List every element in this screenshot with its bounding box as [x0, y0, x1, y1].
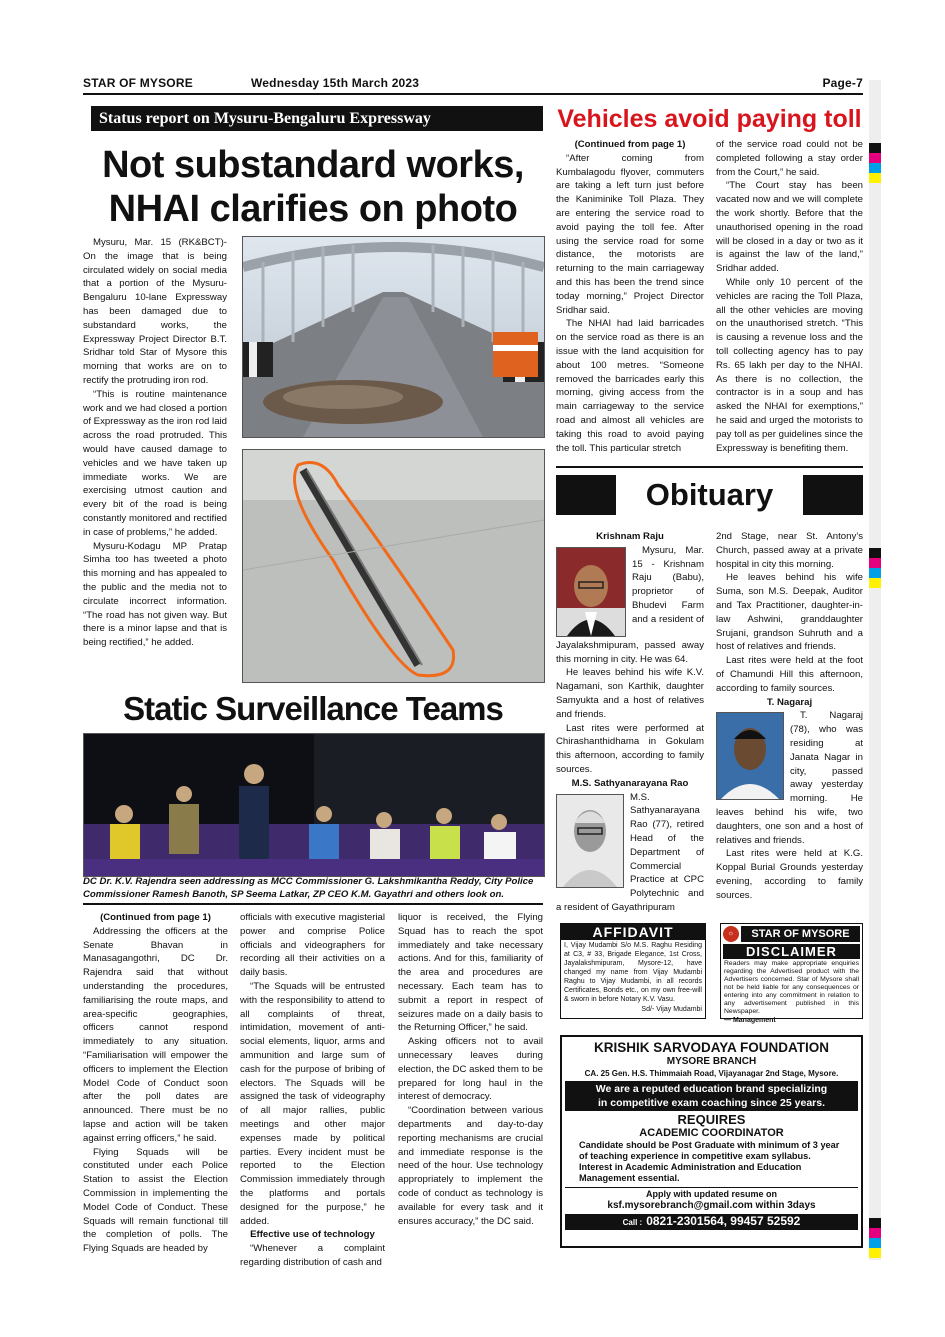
- article-paragraph: While only 10 percent of the vehicles are racing the Toll Plaza, all the other vehicles are moving on the unauthorised stretch. “This is causing a revenue loss and the toll collecting agency has to pay Rs. 65 lakh per day to the NHAI. As there is no collection, the contractor is in a soup and has asked the NHAI for exemptions,” he said and urged the motorists to pay toll as per guidelines since the Expressway is benefiting them.: [716, 276, 863, 454]
- obit-photo-nagaraj: [716, 712, 784, 800]
- toll-article-col2: [716, 138, 863, 455]
- headline-line: Not substandard works,: [102, 144, 524, 186]
- disclaimer-ad: [720, 923, 863, 1024]
- photo-caption: DC Dr. K.V. Rajendra seen addressing as MCC Commissioner G. Lakshmikantha Reddy, City Police Commissioner Ramesh Banoth, SP Seema Latkar, ZP CEO K.M. Gayathri and others look on.: [83, 876, 534, 900]
- affidavit-ad: [560, 923, 706, 1019]
- paper-name: STAR OF MYSORE: [83, 76, 193, 90]
- obit-photo-krishnam-raju: [556, 547, 626, 637]
- ksf-phone-bar: [565, 1214, 858, 1230]
- headline-line: NHAI clarifies on photo: [108, 188, 518, 230]
- obit-paragraph: 2nd Stage, near St. Antony’s Church, passed away at a private hospital in city this morning.: [716, 531, 863, 570]
- ksf-description: Candidate should be Post Graduate with minimum of 3 year of teaching experience in competitive exam syllabus. Interest in Academic Administration and Education Management essential.: [579, 1140, 840, 1183]
- article-paragraph: Asking officers not to avail unnecessary leaves during election, the DC asked them to be prepared for long haul in the interest of democracy.: [398, 1036, 543, 1103]
- disclaimer-logo: STAR OF MYSORE: [741, 926, 860, 942]
- affidavit-text: I, Vijay Mudambi S/o M.S. Raghu Residing at C3, # 33, Brigade Elegance, 1st Cross, Jayalakshmipuram, Mysore-12, have changed my name from Vijay Mudambi Raghu to Vijay Mudambi, in all records Certificates, Bonds etc., on my own free-will & sworn in before Notary K.V. Vasu.: [564, 942, 702, 1003]
- article-paragraph: Flying Squads will be constituted under each Police Station to assist the Election Commission in implementing the Model Code of Conduct. These Squads will remain functional till the completion of polls. The Flying Squads are headed by: [83, 1146, 228, 1255]
- disclaimer-title: DISCLAIMER: [723, 944, 860, 959]
- obit-paragraph: Last rites were held at the foot of Chamundi Hill this afternoon, according to family sources.: [716, 655, 863, 694]
- ksf-branch: MYSORE BRANCH: [666, 1056, 757, 1067]
- surveillance-meeting-photo: [83, 733, 545, 877]
- obituary-bar-left: [556, 475, 616, 515]
- obituary-col2: [716, 530, 863, 903]
- obit-paragraph: Last rites were held at K.G. Koppal Burial Grounds yesterday evening, according to family sources.: [716, 848, 863, 901]
- article-paragraph: “This is routine maintenance work and we had closed a portion of Expressway as the iron rod laid across the road protruded. This would have caused damage to vehicles and we have taken up immediate works. We are exercising utmost caution and every bit of the road is being constantly monitored and rectified in case of problems,” he added.: [83, 388, 227, 538]
- color-registration-mark: [869, 143, 881, 183]
- disclaimer-text: Readers may make appropriate enquiries regarding the Advertised product with the Advertisers concerned. Star of Mysore shall not be held liable for any consequences or entering into any commitment in relation to any advertisement published in this Newspaper.: [724, 960, 859, 1015]
- ksf-apply: Apply with updated resume on: [565, 1187, 858, 1200]
- ksf-requires: REQUIRES: [677, 1112, 746, 1127]
- obit-paragraph: Last rites were performed at Chirashanthidhama in Gokulam this afternoon, according to family sources.: [556, 722, 704, 775]
- page-number: Page-7: [822, 76, 863, 90]
- masthead-rule: [83, 93, 863, 95]
- protruding-rod-photo: [242, 449, 545, 683]
- article-paragraph: “The Court stay has been vacated now and we will complete the work shortly. Before that the unauthorised opening in the road will be closed in a day or two as it is against the law of the land,” Sridhar added.: [716, 180, 863, 275]
- affidavit-signature: Sd/- Vijay Mudambi: [641, 1006, 702, 1013]
- ksf-tagline-line: in competitive exam coaching since 25 years.: [597, 1097, 826, 1109]
- color-registration-mark: [869, 548, 881, 588]
- surveillance-col1: [83, 911, 228, 1256]
- surveillance-col3: [398, 911, 543, 1228]
- article-paragraph: Addressing the officers at the Senate Bhavan in Manasagangothri, DC Dr. Rajendra said that without understanding the procedures, familiarising the route maps, and area-specific geographies, officers cannot respond immediately to any situation. “Familiarisation will empower the officers to implement the Election Model Code of Conduct soon after the poll dates are announced. There must be no lapse and action will be taken against erring officers,” he said.: [83, 925, 228, 1144]
- ksf-tagline-line: We are a reputed education brand specializing: [595, 1083, 828, 1095]
- obit-paragraph: Mysuru, Mar. 15 - Krishnam Raju (Babu), proprietor of Bhudevi Farm and a resident of Jayalakshmipuram, passed away this morning in city. He was 64.: [556, 544, 704, 665]
- ksf-address: CA. 25 Gen. H.S. Thimmaiah Road, Vijayanagar 2nd Stage, Mysore.: [584, 1069, 839, 1078]
- article-paragraph: liquor is received, the Flying Squad has to reach the spot immediately and take necessary actions. And for this, familiarity of the area and procedures are necessary. Each team has to submit a report in respect of seizures made on a daily basis to the Returning Officer,” he said.: [398, 912, 543, 1034]
- article-paragraph: “After coming from Kumbalagodu flyover, commuters are taking a left turn just before the Kaniminike Toll Plaza. They are entering the service road to avoid paying the toll fee. After using the service road for some distance, the motorists are returning to the main carriageway and this has been the trend since today morning,” Project Director Sridhar said.: [556, 152, 704, 316]
- ksf-job-ad: [560, 1035, 863, 1248]
- article-paragraph: Mysuru, Mar. 15 (RK&BCT)- On the image that is being circulated widely on social media that a portion of the Mysuru-Bengaluru 10-lane Expressway has been damaged due to substandard works, the Expressway Project Director B.T. Sridhar told Star of Mysore this morning that works are on to rectify the protruding iron rod.: [83, 237, 227, 386]
- sun-logo-icon: ☼: [723, 926, 739, 942]
- article-paragraph: “The Squads will be entrusted with the responsibility to attend to all complaints of threat, intimidation, movement of anti-social elements, liquor, arms and ammunition and large sum of cash for the purpose of bribing of electors. The Squads will be assigned the task of videography of all major rallies, public meetings and other major expenses made by political parties. Every incident must be reported to the Election Commission immediately through the platforms and portals designed for the purpose,” he added.: [240, 980, 385, 1227]
- ksf-email[interactable]: ksf.mysorebranch@gmail.com within 3days: [607, 1200, 816, 1211]
- obit-name: Krishnam Raju: [596, 531, 664, 542]
- disclaimer-logo-row: [721, 924, 862, 942]
- ksf-tagline: [565, 1081, 858, 1111]
- subheading: Effective use of technology: [250, 1229, 375, 1241]
- surveillance-headline: Static Surveillance Teams: [123, 690, 503, 727]
- obituary-col1: [556, 530, 704, 915]
- obituary-bar-right: [803, 475, 863, 515]
- expressway-bridge-photo: [242, 236, 545, 438]
- ksf-role: ACADEMIC COORDINATOR: [639, 1127, 784, 1139]
- article-paragraph: “Whenever a complaint regarding distribution of cash and: [240, 1243, 385, 1268]
- article-paragraph: officials with executive magisterial power and comprise Police officials and videographers for recording all their activities on a daily basis.: [240, 912, 385, 979]
- ksf-phones[interactable]: 0821-2301564, 99457 52592: [646, 1214, 801, 1228]
- article-paragraph: The NHAI had laid barricades on the service road as there is an issue with the land acquisition for about 100 metres. “Someone removed the barricades early this morning, giving access from the main carriageway to the service road and almost all vehicles are taking this road to avoid paying the toll. This particular stretch: [556, 318, 704, 454]
- expressway-article: [83, 236, 227, 650]
- continued-note: (Continued from page 1): [574, 139, 686, 150]
- surveillance-col2: [240, 911, 385, 1270]
- expressway-headline: [83, 143, 543, 231]
- obit-paragraph: He leaves behind his wife Suma, son M.S. Deepak, Auditor and Tax Practitioner, daughter-in-law Ashwini, granddaughter Srujani, grandson Suhruth and a host of relatives and friends.: [716, 572, 863, 653]
- obit-paragraph: T. Nagaraj (78), who was residing at Janata Nagar in city, passed away yesterday morning. He leaves behind his wife, two daughters, one son and a host of relatives and friends.: [716, 710, 863, 846]
- affidavit-title: AFFIDAVIT: [561, 924, 705, 940]
- obit-paragraph: He leaves behind his wife K.V. Nagamani, son Karthik, daughter Samyukta and a host of relatives and friends.: [556, 667, 704, 720]
- obit-name: M.S. Sathyanarayana Rao: [571, 777, 689, 789]
- section-rule: [83, 903, 543, 905]
- obit-paragraph: M.S. Sathyanarayana Rao (77), retired Head of the Department of Commercial Practice at CPC Polytechnic and a resident of Gayathripuram: [556, 791, 704, 913]
- ksf-name: KRISHIK SARVODAYA FOUNDATION: [593, 1040, 830, 1055]
- masthead: [83, 76, 863, 92]
- continued-note: (Continued from page 1): [100, 912, 211, 923]
- obit-name: T. Nagaraj: [766, 696, 813, 708]
- section-rule: [556, 466, 863, 468]
- obituary-title: Obituary: [645, 477, 774, 512]
- toll-article-col1: [556, 138, 704, 455]
- color-registration-mark: [869, 1218, 881, 1258]
- section-banner: Status report on Mysuru-Bengaluru Expressway: [83, 106, 543, 131]
- print-margin-strip: [869, 80, 881, 1260]
- issue-date: Wednesday 15th March 2023: [251, 76, 420, 90]
- ksf-call-label: Call :: [622, 1218, 643, 1227]
- obituary-header: [556, 475, 863, 515]
- article-paragraph: “Coordination between various departments and day-to-day reporting mechanisms are crucial and immediate response is the need of the hour. Use technology appropriately to implement the code of conduct as technology is available for every task and it ensures accuracy,” the DC said.: [398, 1105, 543, 1227]
- article-paragraph: of the service road could not be completed following a stay order from the Court,” he said.: [716, 139, 863, 178]
- toll-headline: Vehicles avoid paying toll: [557, 105, 862, 133]
- disclaimer-signature: — Management: [724, 1017, 776, 1024]
- article-paragraph: Mysuru-Kodagu MP Pratap Simha too has tweeted a photo this morning and has appealed to the public and the media not to circulate incorrect information. “The road has not given way. But there is a minor lapse and that is being rectified,” he added.: [83, 540, 227, 649]
- obit-photo-sathyanarayana-rao: [556, 794, 624, 888]
